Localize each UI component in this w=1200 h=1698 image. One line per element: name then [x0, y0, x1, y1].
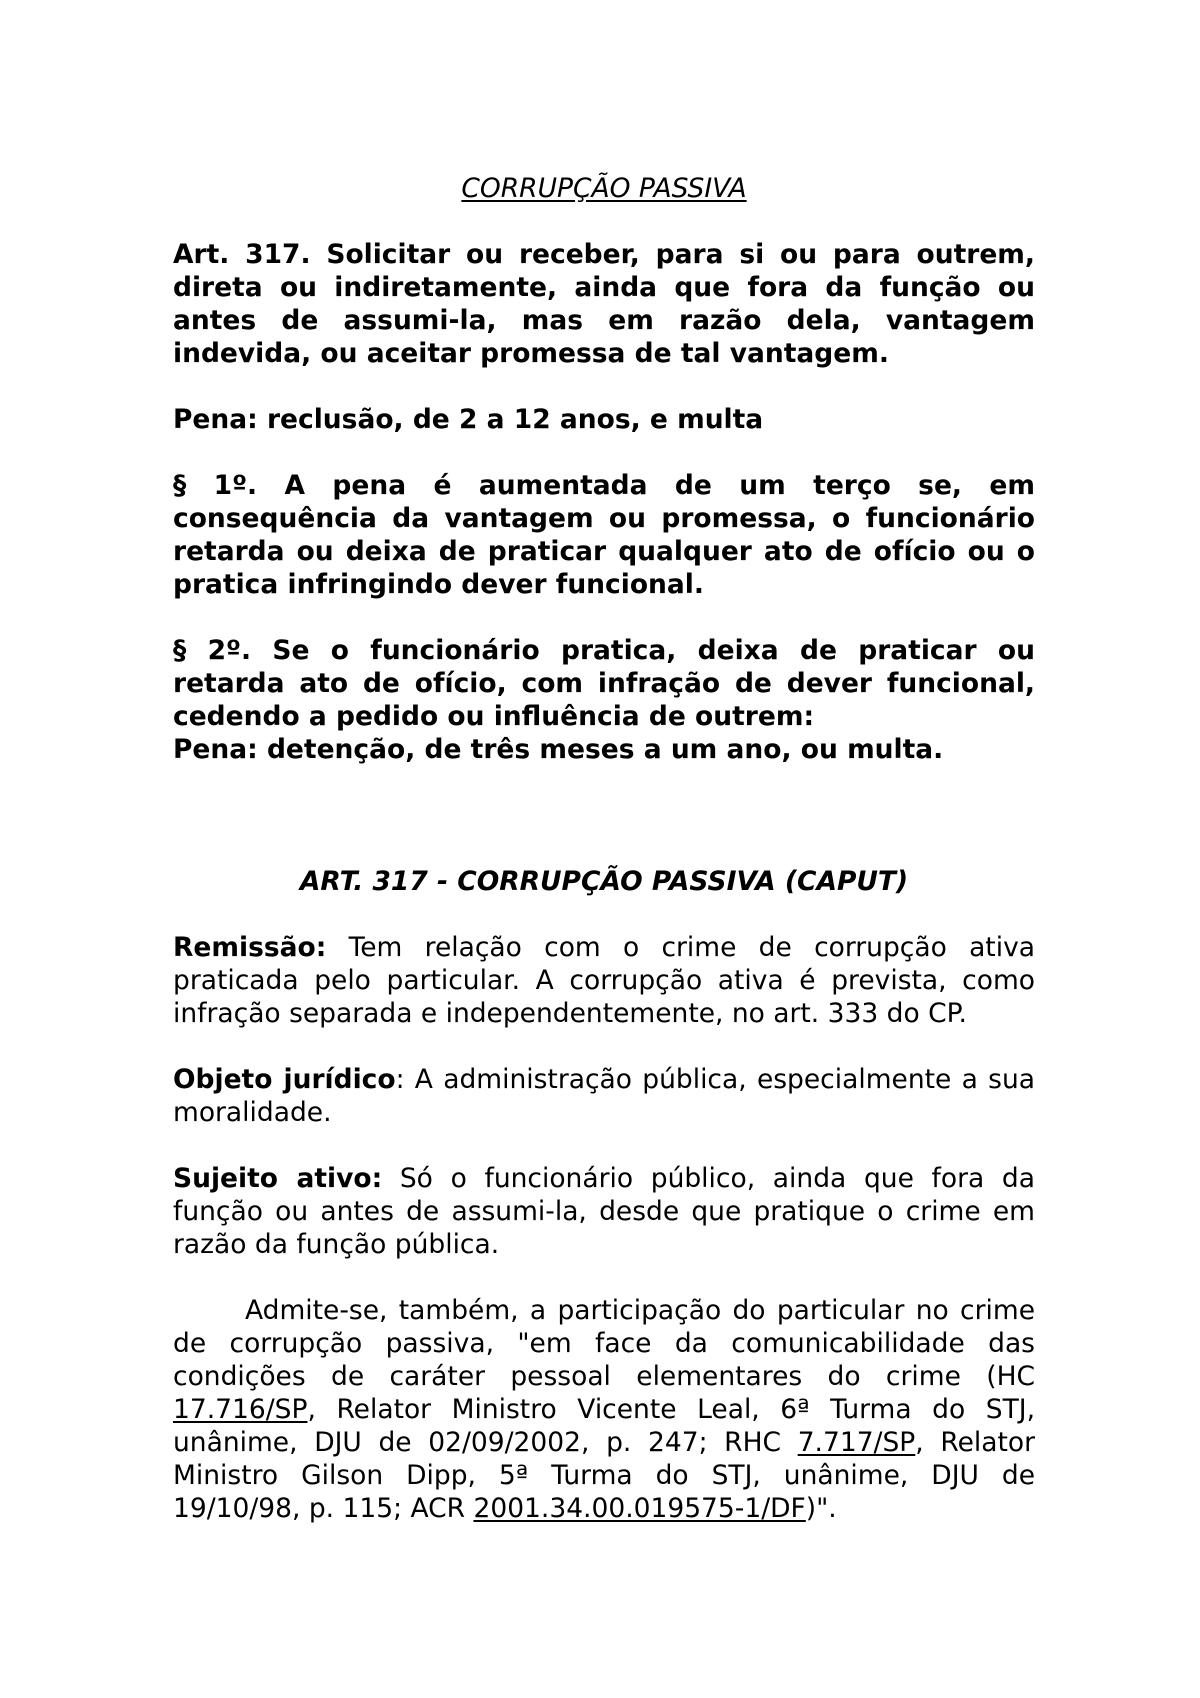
objeto-paragraph	[173, 1063, 1035, 1129]
hc-link[interactable]: 17.716/SP	[173, 1394, 308, 1425]
document-title: CORRUPÇÃO PASSIVA	[461, 173, 747, 204]
admite-text-3: , Relator Ministro Gilson Dipp, 5ª Turma do STJ, unânime, DJU de 19/10/98, p. 115; ACR	[173, 1427, 1035, 1524]
sujeito-paragraph	[173, 1162, 1035, 1261]
objeto-text: : A administração pública, especialmente a sua moralidade.	[173, 1064, 1035, 1128]
article-penalty: Pena: reclusão, de 2 a 12 anos, e multa	[173, 404, 764, 435]
article-paragraph-1: § 1º. A pena é aumentada de um terço se, em consequência da vantagem ou promessa, o funcionário retarda ou deixa de praticar qualquer ato de ofício ou o pratica infringindo dever funcional.	[173, 470, 1035, 600]
document-page	[173, 172, 1035, 1525]
remissao-label: Remissão:	[173, 932, 327, 963]
admite-paragraph	[173, 1294, 1035, 1525]
sujeito-label: Sujeito ativo:	[173, 1163, 383, 1194]
article-text: Art. 317. Solicitar ou receber, para si ou para outrem, direta ou indiretamente, ainda que fora da função ou antes de assumi-la, mas em razão dela, vantagem indevida, ou aceitar promessa de tal vantagem.	[173, 239, 1035, 369]
admite-text-1: Admite-se, também, a participação do particular no crime de corrupção passiva, "em face da comunicabilidade das condições de caráter pessoal elementares do crime (HC	[173, 1295, 1035, 1392]
section-2-title: ART. 317 - CORRUPÇÃO PASSIVA (CAPUT)	[299, 866, 909, 897]
rhc-link[interactable]: 7.717/SP	[797, 1427, 916, 1458]
admite-text-2: , Relator Ministro Vicente Leal, 6ª Turma do STJ, unânime, DJU de 02/09/2002, p. 247; RHC	[173, 1394, 1035, 1458]
remissao-text: Tem relação com o crime de corrupção ativa praticada pelo particular. A corrupção ativa é prevista, como infração separada e independentemente, no art. 333 do CP.	[173, 932, 1035, 1029]
remissao-paragraph	[173, 931, 1035, 1030]
objeto-label: Objeto jurídico	[173, 1064, 396, 1095]
acr-link[interactable]: 2001.34.00.019575-1/DF	[473, 1493, 806, 1524]
article-paragraph-2-penalty: Pena: detenção, de três meses a um ano, ou multa.	[173, 734, 944, 765]
article-paragraph-2: § 2º. Se o funcionário pratica, deixa de praticar ou retarda ato de ofício, com infração de dever funcional, cedendo a pedido ou influência de outrem:	[173, 635, 1035, 732]
sujeito-text: Só o funcionário público, ainda que fora da função ou antes de assumi-la, desde que pratique o crime em razão da função pública.	[173, 1163, 1035, 1260]
admite-text-4: )".	[805, 1493, 837, 1524]
